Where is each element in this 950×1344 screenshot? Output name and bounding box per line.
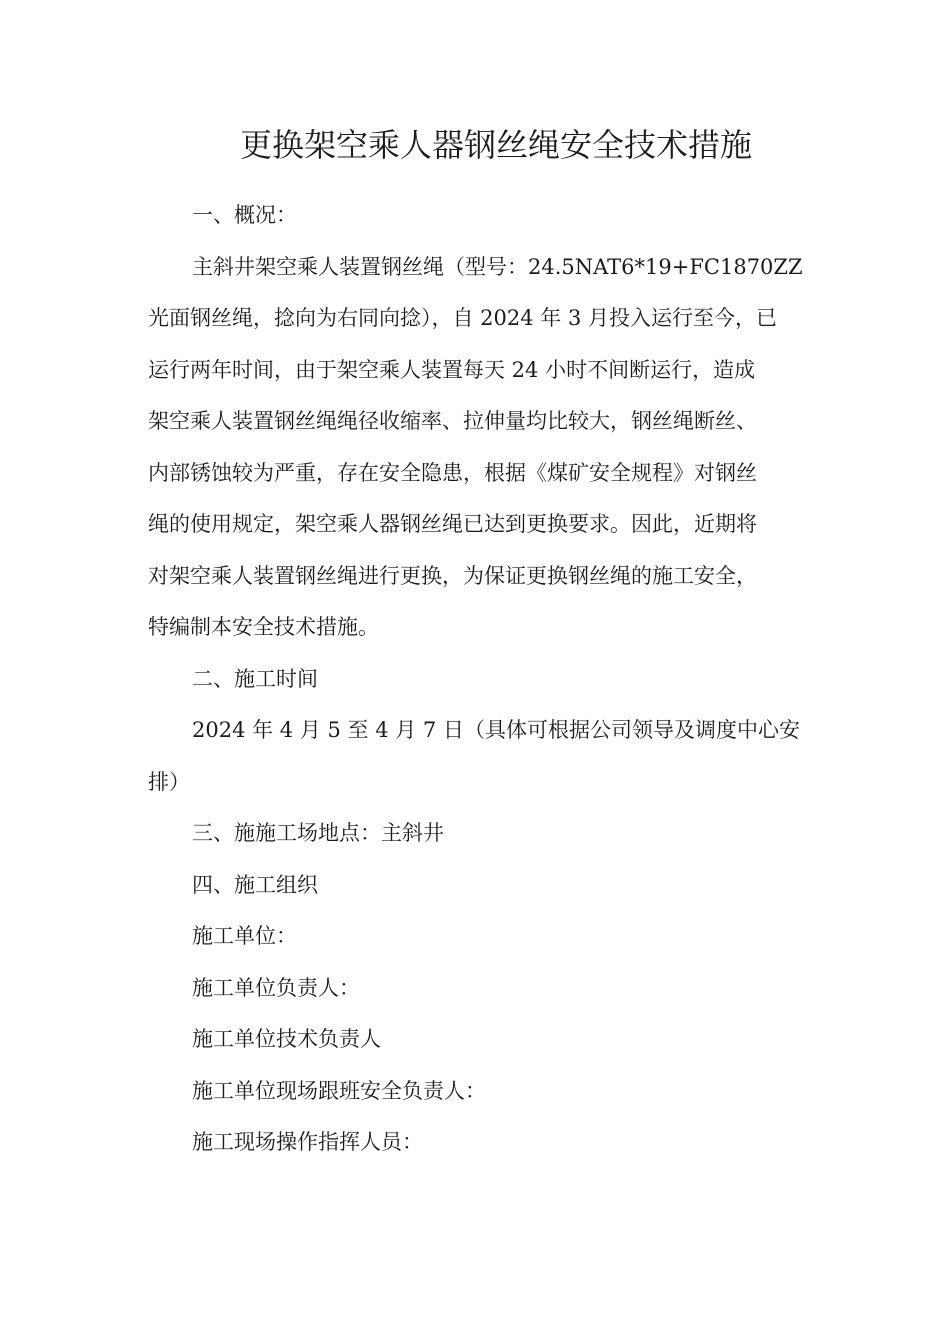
paragraph-line: 特编制本安全技术措施。 (148, 615, 379, 639)
paragraph-line: 光面钢丝绳，捻向为右同向捻），自 2024 年 3 月投入运行至今，已 (148, 306, 778, 330)
document-body (148, 190, 808, 1169)
paragraph-line: 2024 年 4 月 5 至 4 月 7 日（具体可根据公司领导及调度中心安 (192, 718, 800, 742)
organization-item: 施工现场操作指挥人员： (192, 1130, 423, 1154)
paragraph-line: 主斜井架空乘人装置钢丝绳（型号：24.5NAT6*19+FC1870ZZ (192, 254, 803, 279)
document-title: 更换架空乘人器钢丝绳安全技术措施 (240, 126, 753, 164)
organization-item: 施工单位： (192, 924, 297, 948)
section-heading-location: 三、施施工场地点：主斜井 (192, 821, 444, 845)
paragraph-line: 排） (148, 769, 190, 794)
section-heading-overview: 一、概况： (192, 203, 297, 227)
paragraph-line: 架空乘人装置钢丝绳绳径收缩率、拉伸量均比较大，钢丝绳断丝、 (148, 409, 757, 433)
organization-item: 施工单位现场跟班安全负责人： (192, 1078, 486, 1103)
paragraph-line: 内部锈蚀较为严重，存在安全隐患，根据《煤矿安全规程》对钢丝 (148, 460, 757, 485)
organization-item: 施工单位技术负责人 (192, 1027, 381, 1051)
paragraph-line: 绳的使用规定，架空乘人器钢丝绳已达到更换要求。因此，近期将 (148, 512, 757, 536)
organization-item: 施工单位负责人： (192, 975, 360, 1000)
section-heading-organization: 四、施工组织 (192, 872, 318, 897)
section-heading-time: 二、施工时间 (192, 666, 318, 691)
paragraph-line: 运行两年时间，由于架空乘人装置每天 24 小时不间断运行，造成 (148, 357, 756, 382)
paragraph-line: 对架空乘人装置钢丝绳进行更换，为保证更换钢丝绳的施工安全， (148, 563, 757, 588)
